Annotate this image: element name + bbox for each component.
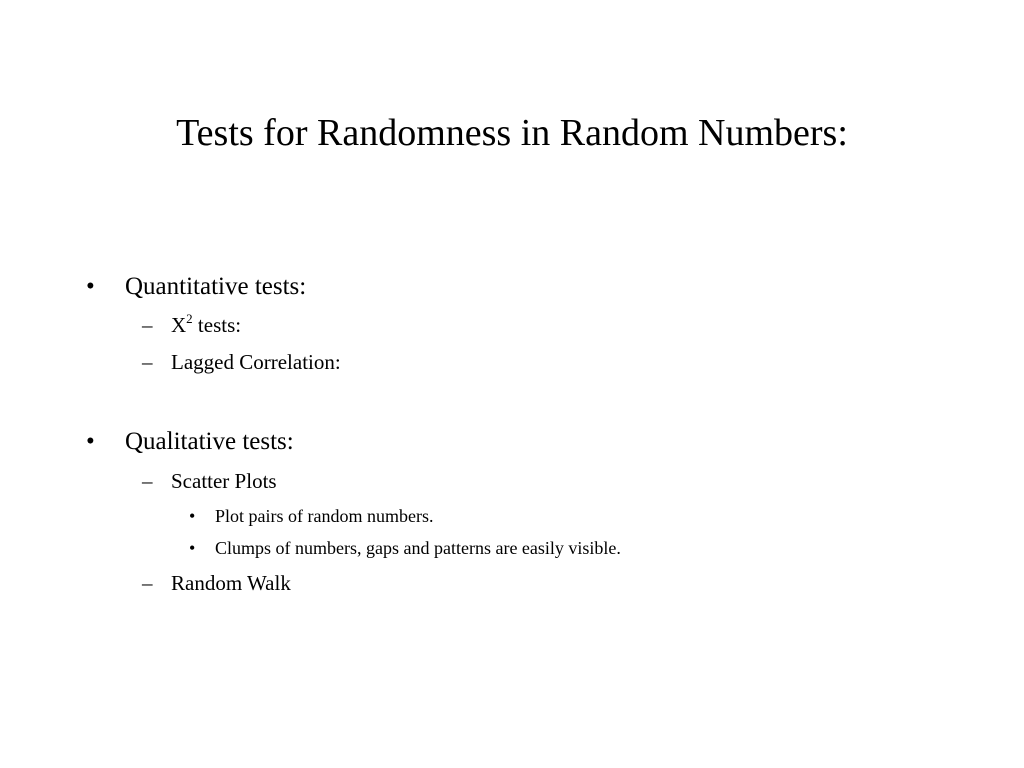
bullet-marker: • bbox=[189, 538, 196, 558]
chi-square-exponent: 2 bbox=[186, 311, 193, 326]
sub-sub-item-text: Clumps of numbers, gaps and patterns are easily visible. bbox=[215, 538, 621, 558]
bullet-marker: • bbox=[189, 506, 196, 526]
dash-marker: – bbox=[142, 313, 153, 337]
sub-item-text bbox=[171, 312, 241, 338]
slide-title: Tests for Randomness in Random Numbers: bbox=[176, 112, 848, 154]
dash-marker: – bbox=[142, 350, 153, 374]
bullet-marker: • bbox=[86, 273, 95, 300]
bullet-text: Qualitative tests: bbox=[125, 428, 294, 455]
dash-marker: – bbox=[142, 469, 153, 493]
bullet-marker: • bbox=[86, 428, 95, 455]
chi-square-suffix: tests: bbox=[192, 313, 242, 337]
sub-sub-item-text: Plot pairs of random numbers. bbox=[215, 506, 434, 526]
sub-item-text: Random Walk bbox=[171, 571, 291, 595]
sub-item-text: Scatter Plots bbox=[171, 469, 277, 493]
sub-item-text: Lagged Correlation: bbox=[171, 350, 341, 374]
dash-marker: – bbox=[142, 571, 153, 595]
chi-square-symbol: X bbox=[171, 313, 187, 337]
bullet-text: Quantitative tests: bbox=[125, 273, 307, 300]
